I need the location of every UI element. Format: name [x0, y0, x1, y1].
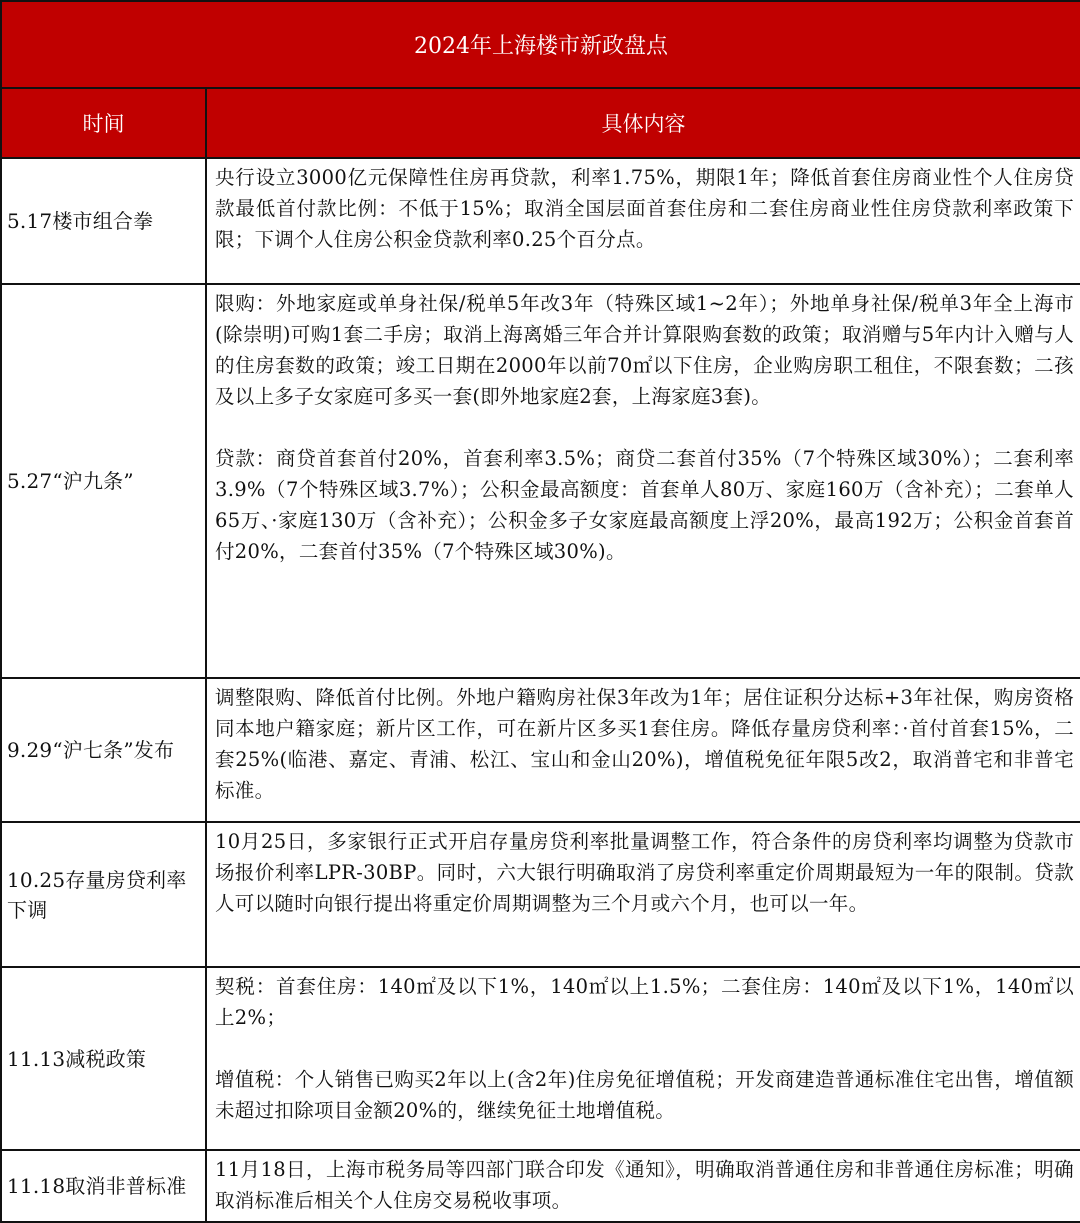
header-time: 时间	[1, 88, 206, 158]
content-paragraph: 契税：首套住房：140㎡及以下1%，140㎡以上1.5%；二套住房：140㎡及以下1%，140㎡以上2%；	[215, 975, 1074, 1029]
content-paragraph: 调整限购、降低首付比例。外地户籍购房社保3年改为1年；居住证积分达标+3年社保，购房资格同本地户籍家庭；新片区工作，可在新片区多买1套住房。降低存量房贷利率：·首付首套15%，二套25%(临港、嘉定、青浦、松江、宝山和金山20%)，增值税免征年限5改2，取消普宅和非普宅标准。	[215, 686, 1074, 802]
content-paragraph: 央行设立3000亿元保障性住房再贷款，利率1.75%，期限1年；降低首套住房商业性个人住房贷款最低首付款比例：不低于15%；取消全国层面首套住房和二套住房商业性住房贷款利率政策下限；下调个人住房公积金贷款利率0.25个百分点。	[215, 166, 1074, 251]
row-content	[206, 284, 1080, 678]
table-row	[1, 822, 1080, 967]
row-content	[206, 678, 1080, 822]
row-time: 5.17楼市组合拳	[1, 158, 206, 284]
row-content	[206, 967, 1080, 1150]
row-content	[206, 158, 1080, 284]
content-paragraph: 10月25日，多家银行正式开启存量房贷利率批量调整工作，符合条件的房贷利率均调整为贷款市场报价利率LPR-30BP。同时，六大银行明确取消了房贷利率重定价周期最短为一年的限制。贷款人可以随时向银行提出将重定价周期调整为三个月或六个月，也可以一年。	[215, 830, 1074, 915]
content-paragraph: 11月18日，上海市税务局等四部门联合印发《通知》，明确取消普通住房和非普通住房标准；明确取消标准后相关个人住房交易税收事项。	[215, 1158, 1074, 1212]
content-paragraph: 增值税：个人销售已购买2年以上(含2年)住房免征增值税；开发商建造普通标准住宅出售，增值额未超过扣除项目金额20%的，继续免征土地增值税。	[215, 1068, 1074, 1122]
header-content: 具体内容	[206, 88, 1080, 158]
row-content	[206, 822, 1080, 967]
table-row	[1, 1150, 1080, 1222]
table-row	[1, 678, 1080, 822]
row-time: 9.29“沪七条”发布	[1, 678, 206, 822]
table-row	[1, 967, 1080, 1150]
content-paragraph: 贷款：商贷首套首付20%，首套利率3.5%；商贷二套首付35%（7个特殊区域30%）；二套利率3.9%（7个特殊区域3.7%）；公积金最高额度：首套单人80万、家庭160万（含补充）；二套单人65万、·家庭130万（含补充）；公积金多子女家庭最高额度上浮20%，最高192万；公积金首套首付20%，二套首付35%（7个特殊区域30%)。	[215, 447, 1074, 563]
table-row	[1, 158, 1080, 284]
row-time: 11.13减税政策	[1, 967, 206, 1150]
table-row	[1, 284, 1080, 678]
row-time: 10.25存量房贷利率下调	[1, 822, 206, 967]
row-content	[206, 1150, 1080, 1222]
header-row	[1, 88, 1080, 158]
table-title: 2024年上海楼市新政盘点	[1, 1, 1080, 88]
title-row	[1, 1, 1080, 88]
row-time: 5.27“沪九条”	[1, 284, 206, 678]
row-time: 11.18取消非普标准	[1, 1150, 206, 1222]
content-paragraph: 限购：外地家庭或单身社保/税单5年改3年（特殊区域1~2年）；外地单身社保/税单3年全上海市(除崇明)可购1套二手房；取消上海离婚三年合并计算限购套数的政策；取消赠与5年内计入赠与人的住房套数的政策；竣工日期在2000年以前70㎡以下住房，企业购房职工租住，不限套数；二孩及以上多子女家庭可多买一套(即外地家庭2套，上海家庭3套)。	[215, 292, 1074, 408]
